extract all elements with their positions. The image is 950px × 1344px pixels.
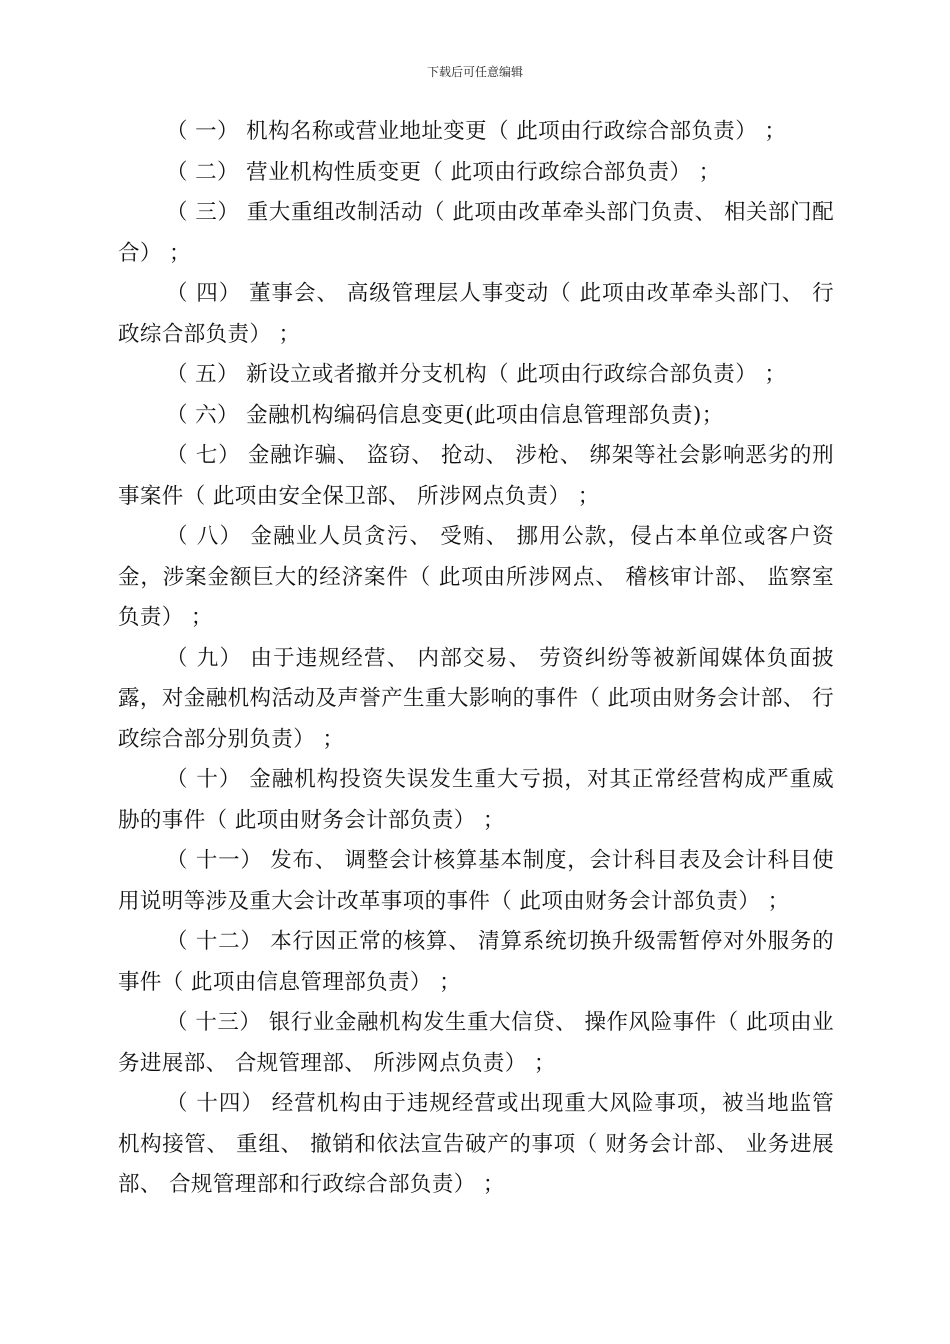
list-item: （ 四） 董事会、 高级管理层人事变动（ 此项由改革牵头部门、 行政综合部负责） ；: [118, 281, 834, 347]
list-item: （ 十一） 发布、 调整会计核算基本制度，会计科目表及会计科目使用说明等涉及重大会计改革事项的事件（ 此项由财务会计部负责） ；: [118, 848, 834, 914]
list-item: （ 一） 机构名称或营业地址变更（ 此项由行政综合部负责） ；: [166, 119, 787, 144]
list-item: （ 九） 由于违规经营、 内部交易、 劳资纠纷等被新闻媒体负面披露，对金融机构活动及声誉产生重大影响的事件（ 此项由财务会计部、 行政综合部分别负责） ；: [118, 645, 834, 752]
list-item: （ 十三） 银行业金融机构发生重大信贷、 操作风险事件（ 此项由业务进展部、 合规管理部、 所涉网点负责） ；: [118, 1010, 834, 1076]
list-item: （ 三） 重大重组改制活动（ 此项由改革牵头部门负责、 相关部门配合） ；: [118, 200, 834, 266]
page-header: 下载后可任意编辑: [426, 65, 523, 79]
list-item: （ 二） 营业机构性质变更（ 此项由行政综合部负责） ；: [166, 159, 721, 185]
list-item: （ 七） 金融诈骗、 盗窃、 抢动、 涉枪、 绑架等社会影响恶劣的刑事案件（ 此项由安全保卫部、 所涉网点负责） ；: [118, 443, 834, 509]
document-body: [118, 112, 834, 1206]
list-item: （ 十） 金融机构投资失误发生重大亏损，对其正常经营构成严重威胁的事件（ 此项由财务会计部负责） ；: [118, 767, 834, 833]
list-item: （ 十四） 经营机构由于违规经营或出现重大风险事项，被当地监管机构接管、 重组、 撤销和依法宣告破产的事项（ 财务会计部、 业务进展部、 合规管理部和行政综合部负责） ；: [118, 1091, 834, 1197]
list-item: （ 六） 金融机构编码信息变更(此项由信息管理部负责)；: [166, 402, 724, 428]
list-item: （ 五） 新设立或者撤并分支机构（ 此项由行政综合部负责） ；: [166, 362, 787, 387]
list-item: （ 十二） 本行因正常的核算、 清算系统切换升级需暂停对外服务的事件（ 此项由信息管理部负责） ；: [118, 929, 834, 995]
list-item: （ 八） 金融业人员贪污、 受贿、 挪用公款，侵占本单位或客户资金，涉案金额巨大的经济案件（ 此项由所涉网点、 稽核审计部、 监察室负责） ；: [118, 524, 834, 630]
